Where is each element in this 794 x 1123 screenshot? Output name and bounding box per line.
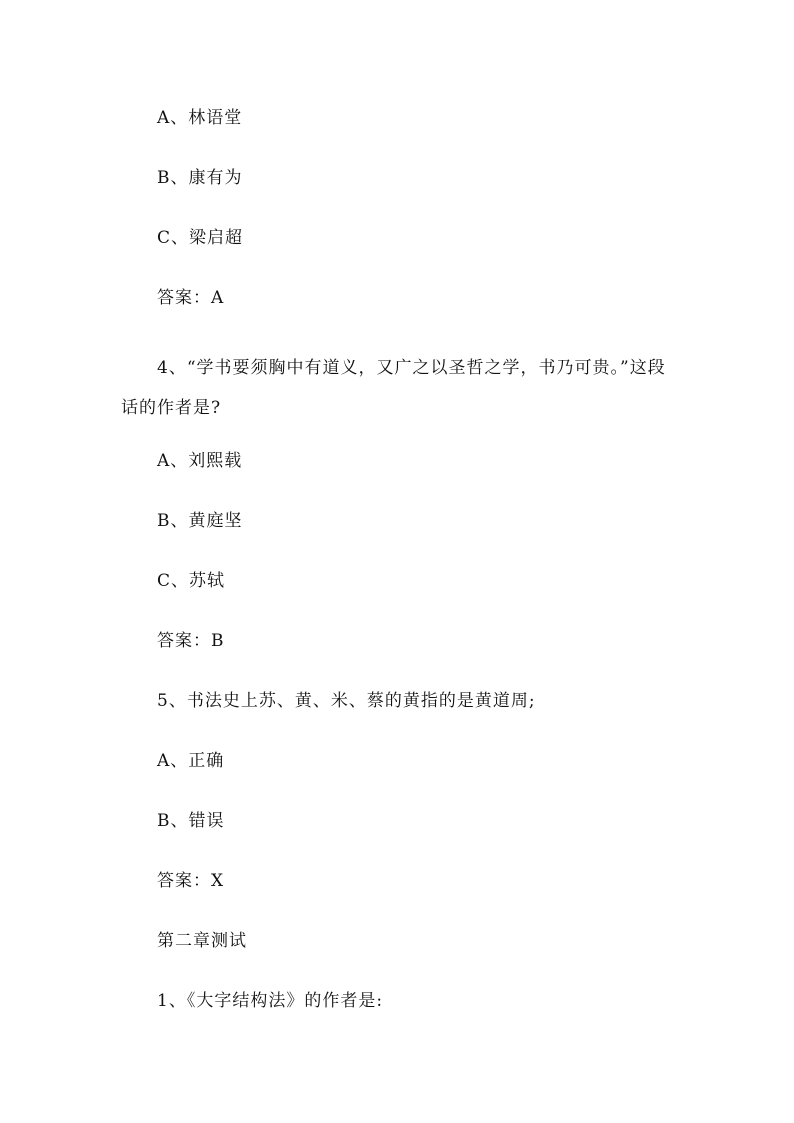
q4-option-a: A、刘熙载: [157, 451, 243, 471]
q4-option-b: B、黄庭坚: [157, 511, 243, 531]
q5-question: 5、书法史上苏、黄、米、蔡的黄指的是黄道周;: [157, 691, 536, 711]
q3-option-b: B、康有为: [157, 168, 243, 188]
q3-answer: 答案：A: [157, 288, 225, 308]
q5-option-a: A、正确: [157, 751, 225, 771]
chapter2-q1-question: 1、《大字结构法》的作者是:: [157, 991, 384, 1011]
q3-option-a: A、林语堂: [157, 108, 243, 128]
chapter-heading: 第二章测试: [157, 931, 247, 951]
q4-question: 4、“学书要须胸中有道义，又广之以圣哲之学，书乃可贵。”这段话的作者是?: [121, 358, 666, 418]
q3-option-c: C、梁启超: [157, 228, 244, 248]
q4-answer: 答案：B: [157, 631, 225, 651]
q5-answer: 答案：X: [157, 871, 225, 891]
q5-option-b: B、错误: [157, 811, 225, 831]
q4-option-c: C、苏轼: [157, 571, 226, 591]
